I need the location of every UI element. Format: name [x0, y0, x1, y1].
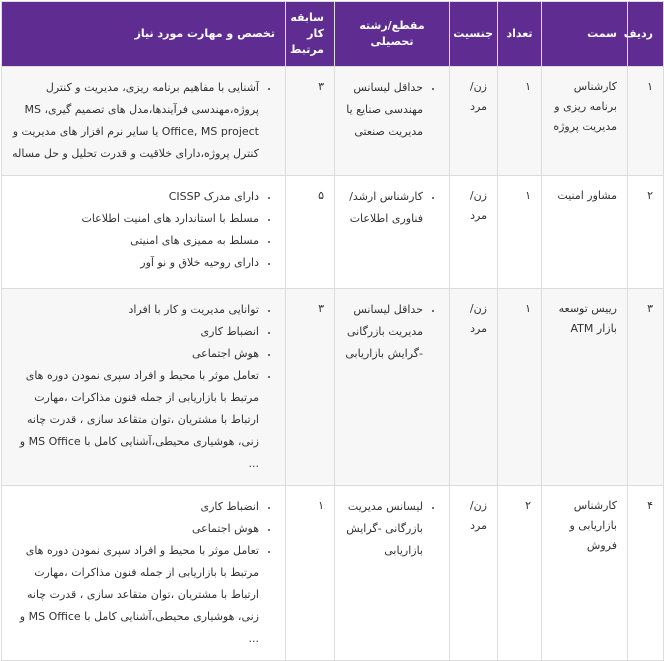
header-row-no: ردیف — [628, 2, 664, 67]
header-gender: جنسیت — [450, 2, 498, 67]
header-position: سمت — [542, 2, 628, 67]
cell-experience: ۵ — [286, 176, 335, 289]
cell-row-no: ۳ — [628, 289, 664, 486]
cell-gender: زن/مرد — [450, 176, 498, 289]
cell-row-no: ۲ — [628, 176, 664, 289]
list-item: • دارای مدرک CISSP — [12, 186, 259, 208]
header-count: تعداد — [498, 2, 542, 67]
table-row — [2, 67, 664, 176]
cell-skills — [2, 176, 286, 289]
cell-row-no: ۱ — [628, 67, 664, 176]
list-item: • تعامل موثر با محیط و افراد سپری نمودن دوره های مرتبط با بازاریابی از جمله فنون مذاکرات ،مهارت ارتباط با مشتریان ،توان متقاعد سازی ، قدرت چانه زنی، هوشیاری محیطی،آشنایی کامل با MS Office و ... — [12, 540, 259, 650]
header-experience: سابقه کار مرتبط — [286, 2, 335, 67]
list-item: • هوش اجتماعی — [12, 518, 259, 540]
list-item: • انضباط کاری — [12, 496, 259, 518]
cell-degree — [335, 67, 450, 176]
table-header-row — [2, 2, 664, 67]
cell-skills — [2, 67, 286, 176]
cell-gender: زن/مرد — [450, 289, 498, 486]
list-item: • کارشناس ارشد/ فناوری اطلاعات — [345, 186, 423, 230]
list-item: • حداقل لیسانس مدیریت بازرگانی -گرایش بازاریابی — [345, 299, 423, 365]
cell-experience: ۱ — [286, 486, 335, 661]
list-item: • دارای روحیه خلاق و نو آور — [12, 252, 259, 274]
table-row — [2, 289, 664, 486]
cell-degree — [335, 486, 450, 661]
list-item: • مسلط به ممیزی های امنیتی — [12, 230, 259, 252]
list-item: • لیسانس مدیریت بازرگانی -گرایش بازاریابی — [345, 496, 423, 562]
cell-experience: ۳ — [286, 289, 335, 486]
list-item: • آشنایی با مفاهیم برنامه ریزی، مدیریت و کنترل پروژه،مهندسی فرآیندها،مدل های تصمیم گیری، MS Office, MS project یا سایر نرم افزار های مدیریت و کنترل پروژه،دارای خلاقیت و قدرت تحلیل و حل مساله — [12, 77, 259, 165]
list-item: • تعامل موثر با محیط و افراد سپری نمودن دوره های مرتبط با بازاریابی از جمله فنون مذاکرات ،مهارت ارتباط با مشتریان ،توان متقاعد سازی ، قدرت چانه زنی، هوشیاری محیطی،آشنایی کامل با MS Office و ... — [12, 365, 259, 475]
list-item: • انضباط کاری — [12, 321, 259, 343]
cell-degree — [335, 176, 450, 289]
cell-gender: زن/مرد — [450, 486, 498, 661]
table-row — [2, 486, 664, 661]
list-item: • مسلط با استاندارد های امنیت اطلاعات — [12, 208, 259, 230]
list-item: • حداقل لیسانس مهندسی صنایع یا مدیریت صنعتی — [345, 77, 423, 143]
cell-row-no: ۴ — [628, 486, 664, 661]
cell-count: ۱ — [498, 289, 542, 486]
cell-gender: زن/مرد — [450, 67, 498, 176]
cell-skills — [2, 289, 286, 486]
table-row — [2, 176, 664, 289]
job-openings-table — [1, 1, 664, 661]
cell-count: ۱ — [498, 67, 542, 176]
header-degree: مقطع/رشته تحصیلی — [335, 2, 450, 67]
cell-degree — [335, 289, 450, 486]
cell-experience: ۳ — [286, 67, 335, 176]
cell-count: ۲ — [498, 486, 542, 661]
list-item: • توانایی مدیریت و کار با افراد — [12, 299, 259, 321]
cell-skills — [2, 486, 286, 661]
list-item: • هوش اجتماعی — [12, 343, 259, 365]
cell-count: ۱ — [498, 176, 542, 289]
cell-position: کارشناس برنامه ریزی و مدیریت پروژه — [542, 67, 628, 176]
header-skills: تخصص و مهارت مورد نیاز — [2, 2, 286, 67]
cell-position: کارشناس بازاریابی و فروش — [542, 486, 628, 661]
cell-position: مشاور امنیت — [542, 176, 628, 289]
cell-position: رییس توسعه بازار ATM — [542, 289, 628, 486]
